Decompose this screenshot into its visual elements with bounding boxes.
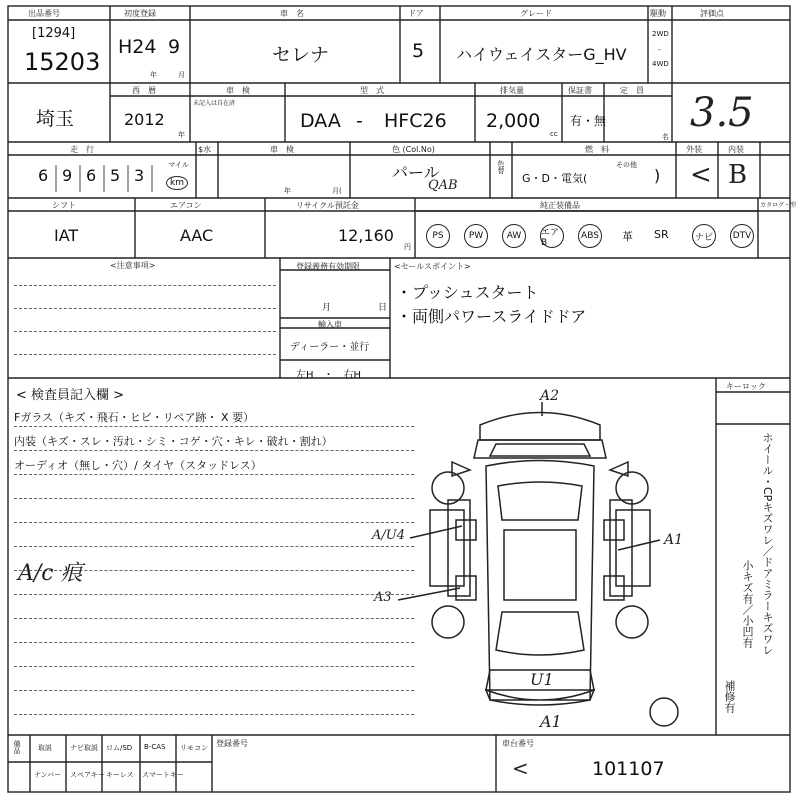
capacity-unit: 名 bbox=[662, 133, 669, 141]
fuel-label: 燃 料 bbox=[585, 145, 609, 154]
color-label: 色 (Col.No) bbox=[392, 145, 435, 154]
equipment-ps: PS bbox=[426, 224, 450, 248]
car-name: セレナ bbox=[272, 44, 330, 66]
equipment-pw: PW bbox=[464, 224, 488, 248]
mark-rear-bumper: U1 bbox=[530, 670, 554, 689]
mileage-digit-3: 6 bbox=[86, 166, 97, 185]
inspection-year-unit: 年 bbox=[284, 187, 291, 195]
car-name-label: 車 名 bbox=[280, 9, 304, 18]
color-side: 色替 bbox=[497, 160, 505, 174]
sales-point-2: ・両側パワースライドドア bbox=[396, 307, 587, 326]
caution-line bbox=[14, 331, 276, 332]
year-unit: 年 bbox=[150, 71, 157, 79]
inspector-line-2: 内装（キズ・スレ・汚れ・シミ・コゲ・穴・キレ・破れ・割れ） bbox=[14, 435, 333, 448]
mark-left-front: A/U4 bbox=[372, 528, 405, 543]
score-label: 評価点 bbox=[700, 9, 724, 18]
footer-col2-1: ナンバー bbox=[34, 771, 62, 779]
registration-day: 日 bbox=[378, 303, 388, 313]
dealer-parallel: ディーラー・並行 bbox=[290, 342, 370, 353]
mile-label: マイル bbox=[168, 161, 189, 169]
hand-drive: 左H ・ 右H bbox=[296, 370, 362, 381]
sales-label: <セールスポイント> bbox=[394, 262, 471, 271]
inspector-line-1: Fガラス（キズ・飛石・ヒビ・リペア跡・ X 要） bbox=[14, 411, 255, 424]
inspection-label-2: 車 検 bbox=[226, 86, 250, 95]
right-vertical-text-3: 補修有 bbox=[723, 680, 736, 713]
import-label: 輸入車 bbox=[318, 320, 342, 329]
inspector-line-3: オーディオ（無し・穴）/ タイヤ（スタッドレス） bbox=[14, 459, 262, 472]
inspector-title: < 検査員記入欄 > bbox=[16, 388, 125, 403]
model-prefix: DAA bbox=[300, 110, 341, 132]
frame-label: 車台番号 bbox=[502, 739, 534, 748]
mark-left-rear: A3 bbox=[374, 590, 392, 605]
western-year-label: 西 暦 bbox=[132, 86, 156, 95]
drive-label: 駆動 bbox=[650, 9, 666, 18]
equipment-aw: AW bbox=[502, 224, 526, 248]
displacement-label: 排気量 bbox=[500, 86, 524, 95]
first-reg-era: H24 bbox=[118, 36, 157, 58]
equipment-navi: ナビ bbox=[692, 224, 716, 248]
right-vertical-text-2: 小キズ有／小凹有 bbox=[741, 560, 754, 648]
fuel-other: その他 bbox=[616, 161, 637, 169]
registration-label: 登録義務有効期限 bbox=[296, 262, 360, 271]
mark-right: A1 bbox=[664, 532, 684, 548]
score-value: 3.5 bbox=[690, 90, 754, 136]
mileage-digit-5: 3 bbox=[134, 166, 145, 185]
inspector-line bbox=[14, 498, 414, 499]
drive-2wd: 2WD bbox=[652, 30, 669, 38]
inspector-line bbox=[14, 546, 414, 547]
western-year-unit: 年 bbox=[178, 131, 185, 139]
shift-value: IAT bbox=[54, 226, 79, 245]
recycle-value: 12,160 bbox=[338, 226, 394, 245]
mileage-digit-4: 5 bbox=[110, 166, 121, 185]
equipment-abs: ABS bbox=[578, 224, 602, 248]
equipment-label: 純正装備品 bbox=[540, 201, 580, 210]
warranty: 有・無 bbox=[570, 114, 607, 128]
color: パール bbox=[392, 163, 440, 182]
reg-no-label: 登録番号 bbox=[216, 739, 248, 748]
inspector-line bbox=[14, 594, 414, 595]
door-label: ドア bbox=[408, 9, 424, 18]
inspector-line bbox=[14, 618, 414, 619]
model-code: HFC26 bbox=[384, 110, 447, 132]
capacity-label: 定 員 bbox=[620, 86, 644, 95]
doors: 5 bbox=[412, 40, 425, 62]
footer-col-4: B-CAS bbox=[144, 743, 166, 751]
footer-col-5: リモコン bbox=[180, 744, 208, 752]
model-label: 型 式 bbox=[360, 86, 384, 95]
footer-col2-4: スマートキー bbox=[142, 771, 184, 779]
interior-label: 内装 bbox=[728, 145, 744, 154]
caution-label: <注意事項> bbox=[110, 261, 156, 270]
first-reg-month: 9 bbox=[168, 36, 181, 58]
drive-4wd: 4WD bbox=[652, 60, 669, 68]
grade-label: グレード bbox=[520, 9, 552, 18]
equipment-leather: 革 bbox=[622, 230, 633, 243]
frame-mark: < bbox=[512, 756, 529, 780]
grade: ハイウェイスターG_HV bbox=[456, 45, 627, 64]
lot-sub: [1294] bbox=[32, 26, 76, 41]
catalog-label: カタログ・型 bbox=[760, 202, 797, 209]
caution-line bbox=[14, 354, 276, 355]
first-reg-label: 初度登録 bbox=[124, 9, 156, 18]
warranty-label: 保証書 bbox=[568, 86, 592, 95]
region: 埼玉 bbox=[36, 108, 75, 130]
model-dash: - bbox=[356, 110, 363, 132]
footer-side-label: 備品 bbox=[13, 740, 21, 754]
exterior-grade: < bbox=[690, 160, 712, 190]
mileage-digit-1: 6 bbox=[38, 166, 49, 185]
inspector-line bbox=[14, 426, 414, 427]
inspector-line bbox=[14, 450, 414, 451]
footer-col2-3: キーレス bbox=[106, 771, 134, 779]
km-label: km bbox=[166, 176, 188, 190]
inspector-line bbox=[14, 666, 414, 667]
recycle-yen: 円 bbox=[404, 243, 411, 251]
displacement: 2,000 bbox=[486, 110, 541, 132]
footer-col-2: ナビ取説 bbox=[70, 744, 98, 752]
fuel: G・D・電気( bbox=[522, 172, 588, 185]
equipment-sr: SR bbox=[654, 228, 669, 241]
exterior-label: 外装 bbox=[686, 145, 702, 154]
inspector-line bbox=[14, 474, 414, 475]
inspector-line bbox=[14, 522, 414, 523]
lot-number: 15203 bbox=[24, 48, 101, 76]
equipment-airbag: エアB bbox=[540, 224, 564, 248]
ac-label: エアコン bbox=[170, 201, 202, 210]
month-unit: 月 bbox=[178, 71, 185, 79]
inspection-month-unit: 月( bbox=[332, 187, 342, 195]
fuel-close: ) bbox=[654, 166, 661, 185]
caution-line bbox=[14, 285, 276, 286]
inspector-line bbox=[14, 642, 414, 643]
cc-unit: cc bbox=[550, 130, 558, 138]
western-year: 2012 bbox=[124, 110, 165, 129]
inspector-line bbox=[14, 690, 414, 691]
mileage-digit-2: 9 bbox=[62, 166, 73, 185]
registration-month: 月 bbox=[322, 303, 332, 313]
color-code: QAB bbox=[428, 178, 458, 193]
interior-grade: B bbox=[728, 160, 748, 190]
recycle-label: リサイクル預託金 bbox=[296, 201, 359, 210]
mark-bottom: A1 bbox=[540, 712, 562, 731]
footer-col-1: 取説 bbox=[38, 744, 52, 752]
shift-label: シフト bbox=[52, 201, 76, 210]
caution-line bbox=[14, 308, 276, 309]
inspector-line bbox=[14, 714, 414, 715]
inspection-label-3: 車 検 bbox=[270, 145, 294, 154]
handwritten-note: A/c 痕 bbox=[18, 561, 83, 586]
footer-col2-2: スペアキー bbox=[70, 771, 105, 779]
mark-front: A2 bbox=[540, 388, 560, 404]
inspection-note: 未記入は自在済 bbox=[193, 100, 236, 107]
sales-point-1: ・プッシュスタート bbox=[396, 283, 539, 302]
equipment-dtv: DTV bbox=[730, 224, 754, 248]
right-vertical-text: ホイール・CPキズワレ／ドアミラーキズワレ bbox=[761, 432, 774, 656]
mileage-label: 走 行 bbox=[70, 145, 94, 154]
sharp-label: $水 bbox=[198, 145, 212, 154]
footer-col-3: ロム/SD bbox=[106, 744, 133, 752]
ac-value: AAC bbox=[180, 226, 214, 245]
drive-dash: - bbox=[658, 46, 661, 54]
frame-number: 101107 bbox=[592, 758, 665, 780]
lot-label: 出品番号 bbox=[28, 9, 60, 18]
key-lock-label: キーロック bbox=[726, 382, 766, 391]
